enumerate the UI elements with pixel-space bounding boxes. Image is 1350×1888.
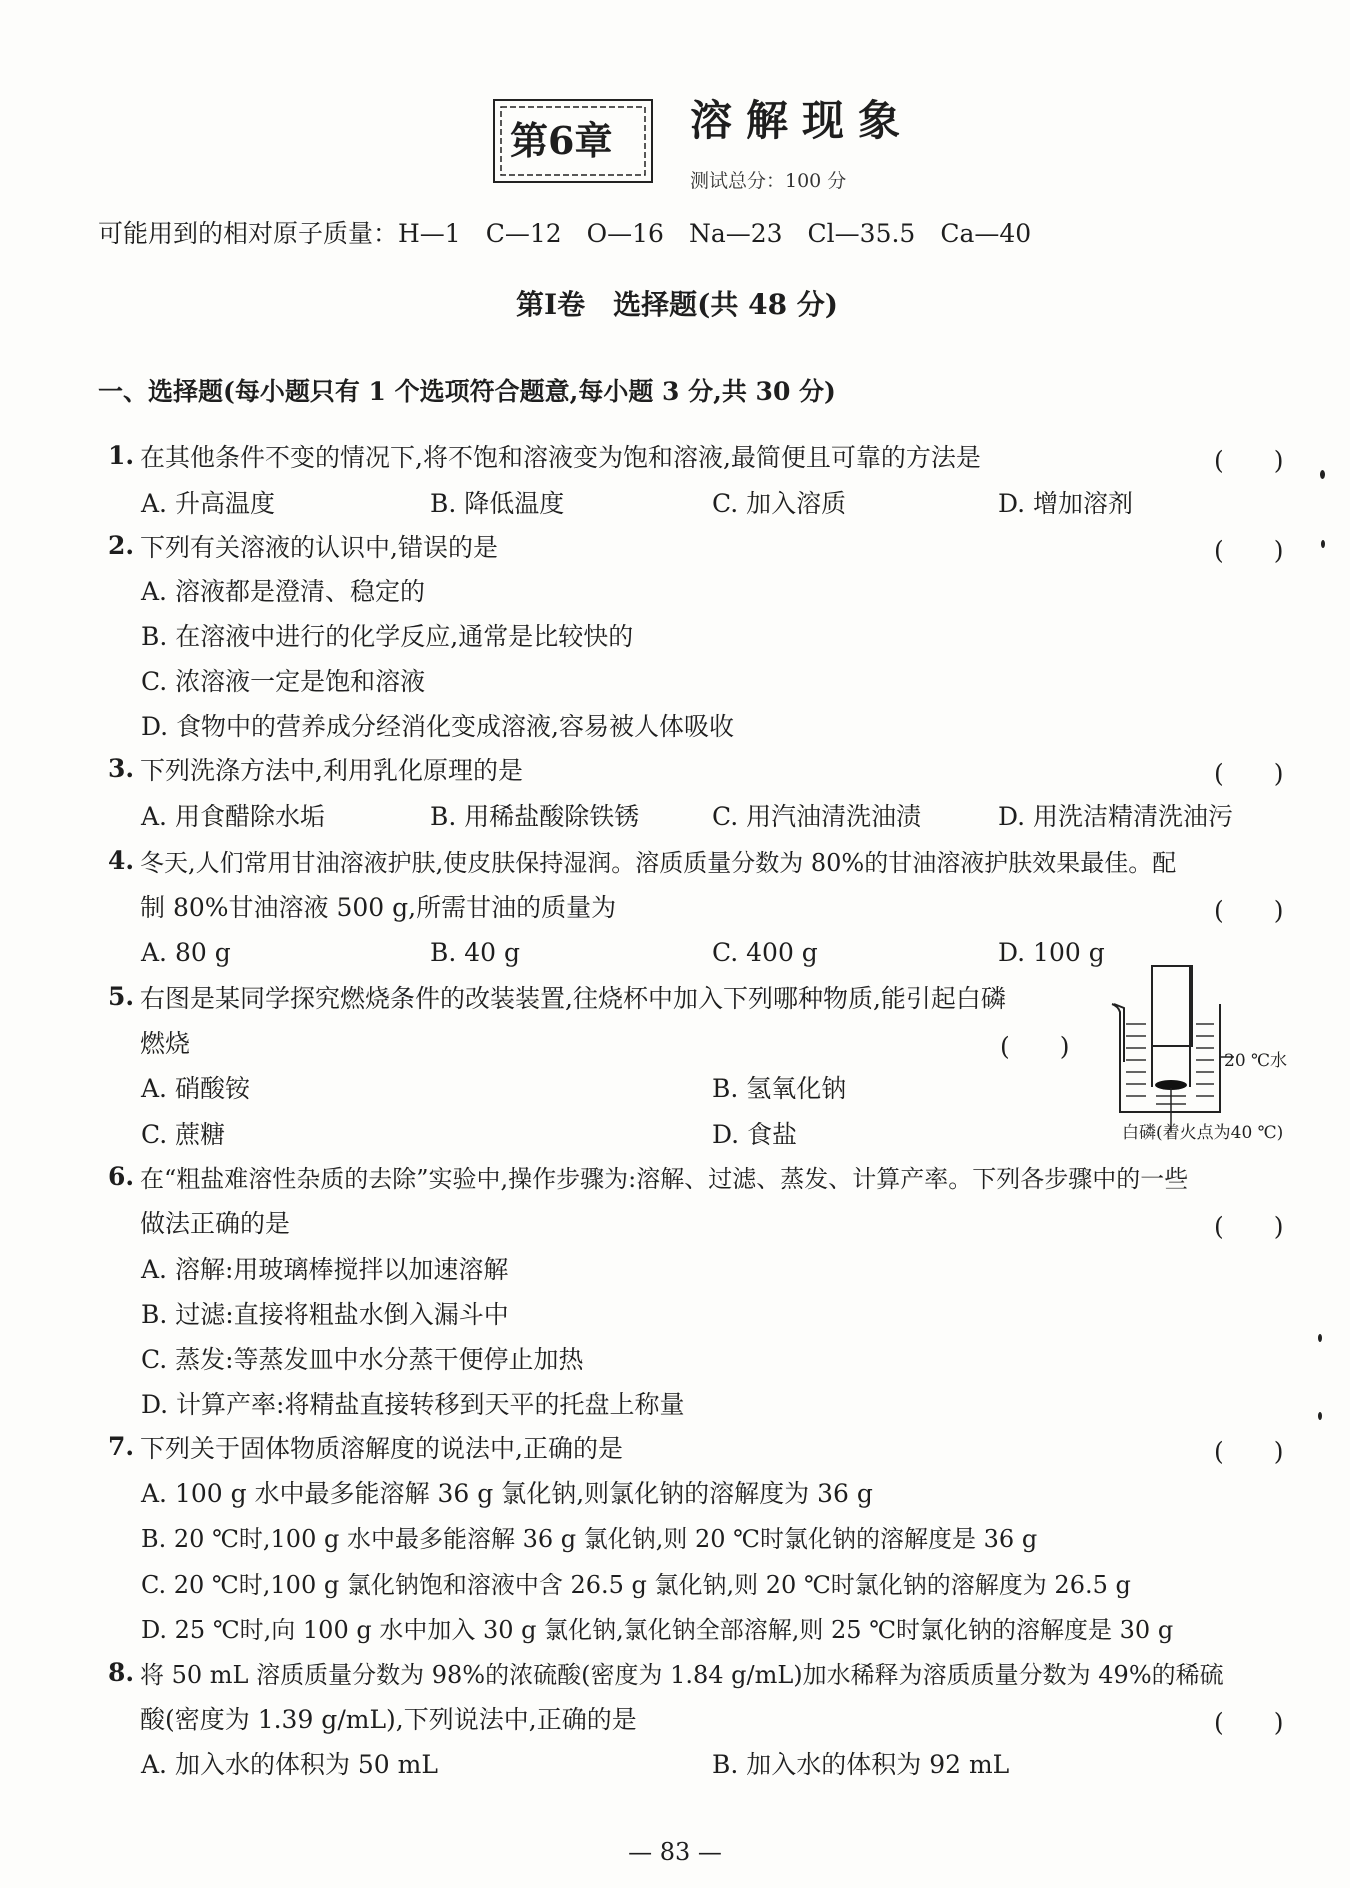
option-d: D. 增加溶剂: [998, 489, 1134, 518]
option-a: A. 用食醋除水垢: [141, 802, 325, 831]
answer-paren: ( ): [1214, 1437, 1284, 1466]
chapter-label: 第6章: [510, 118, 613, 163]
option-b: B. 过滤:直接将粗盐水倒入漏斗中: [141, 1300, 509, 1329]
option-d: D. 用洗洁精清洗油污: [998, 802, 1234, 831]
option-b: B. 降低温度: [430, 489, 565, 518]
question-stem: 下列洗涤方法中,利用乳化原理的是: [140, 756, 523, 785]
option-d: D. 食物中的营养成分经消化变成溶液,容易被人体吸收: [141, 712, 734, 741]
option-d: D. 计算产率:将精盐直接转移到天平的托盘上称量: [141, 1390, 685, 1419]
option-a: A. 溶液都是澄清、稳定的: [141, 577, 425, 606]
margin-speck: [1320, 470, 1325, 479]
question-stem: 冬天,人们常用甘油溶液护肤,使皮肤保持湿润。溶质质量分数为 80%的甘油溶液护肤效果最佳。配: [140, 849, 1177, 877]
water-label: 20 ℃水: [1224, 1051, 1288, 1071]
margin-speck: [1321, 540, 1325, 548]
option-a: A. 100 g 水中最多能溶解 36 g 氯化钠,则氯化钠的溶解度为 36 g: [141, 1479, 873, 1508]
option-c: C. 用汽油清洗油渍: [712, 802, 922, 831]
question-stem: 在“粗盐难溶性杂质的去除”实验中,操作步骤为:溶解、过滤、蒸发、计算产率。下列各步骤中的一些: [140, 1165, 1189, 1193]
option-c: C. 蒸发:等蒸发皿中水分蒸干便停止加热: [141, 1345, 584, 1374]
question-number: 5.: [108, 982, 135, 1011]
option-b: B. 用稀盐酸除铁锈: [430, 802, 640, 831]
option-c: C. 浓溶液一定是饱和溶液: [141, 667, 426, 696]
margin-speck: [1318, 1334, 1322, 1342]
question-stem-cont: 酸(密度为 1.39 g/mL),下列说法中,正确的是: [140, 1705, 637, 1734]
option-a: A. 硝酸铵: [141, 1074, 250, 1103]
option-c: C. 加入溶质: [712, 489, 847, 518]
option-c: C. 400 g: [712, 938, 818, 967]
answer-paren: ( ): [1214, 536, 1284, 565]
volume-title: 第Ⅰ卷 选择题(共 48 分): [516, 288, 839, 321]
question-stem-cont: 做法正确的是: [140, 1209, 291, 1238]
option-d: D. 100 g: [998, 938, 1105, 967]
answer-paren: ( ): [1214, 896, 1284, 925]
question-stem: 将 50 mL 溶质质量分数为 98%的浓硫酸(密度为 1.84 g/mL)加水稀释为溶质质量分数为 49%的稀硫: [140, 1661, 1224, 1689]
option-b: B. 20 ℃时,100 g 水中最多能溶解 36 g 氯化钠,则 20 ℃时氯化钠的溶解度是 36 g: [141, 1525, 1038, 1553]
option-c: C. 20 ℃时,100 g 氯化钠饱和溶液中含 26.5 g 氯化钠,则 20 ℃时氯化钠的溶解度为 26.5 g: [141, 1571, 1131, 1599]
question-stem: 下列关于固体物质溶解度的说法中,正确的是: [140, 1434, 623, 1463]
page-number: — 83 —: [628, 1838, 722, 1866]
option-a: A. 溶解:用玻璃棒搅拌以加速溶解: [141, 1255, 509, 1284]
option-b: B. 加入水的体积为 92 mL: [712, 1750, 1010, 1779]
option-b: B. 氢氧化钠: [712, 1074, 847, 1103]
question-stem-cont: 制 80%甘油溶液 500 g,所需甘油的质量为: [140, 893, 617, 922]
option-d: D. 食盐: [712, 1120, 798, 1149]
question-number: 6.: [108, 1162, 135, 1191]
section-title: 一、选择题(每小题只有 1 个选项符合题意,每小题 3 分,共 30 分): [98, 377, 836, 406]
option-c: C. 蔗糖: [141, 1120, 226, 1149]
option-a: A. 加入水的体积为 50 mL: [141, 1750, 438, 1779]
answer-paren: ( ): [1214, 446, 1284, 475]
answer-paren: ( ): [1000, 1032, 1070, 1061]
question-number: 2.: [108, 531, 135, 560]
question-stem: 在其他条件不变的情况下,将不饱和溶液变为饱和溶液,最简便且可靠的方法是: [140, 443, 981, 472]
option-a: A. 80 g: [141, 938, 231, 967]
question-number: 4.: [108, 846, 135, 875]
margin-speck: [1318, 1412, 1322, 1420]
answer-paren: ( ): [1214, 1212, 1284, 1241]
option-a: A. 升高温度: [141, 489, 275, 518]
question-number: 3.: [108, 754, 135, 783]
phosphorus-label: 白磷(着火点为40 ℃): [1122, 1123, 1284, 1143]
option-b: B. 40 g: [430, 938, 521, 967]
answer-paren: ( ): [1214, 1708, 1284, 1737]
question-stem-cont: 燃烧: [140, 1029, 191, 1058]
page-title: 溶解现象: [690, 96, 915, 145]
question-number: 1.: [108, 441, 135, 470]
question-stem: 下列有关溶液的认识中,错误的是: [140, 533, 498, 562]
atomic-masses: 可能用到的相对原子质量：H—1 C—12 O—16 Na—23 Cl—35.5 Ca—40: [98, 219, 1032, 248]
option-b: B. 在溶液中进行的化学反应,通常是比较快的: [141, 622, 634, 651]
question-number: 7.: [108, 1432, 135, 1461]
question-number: 8.: [108, 1658, 135, 1687]
option-d: D. 25 ℃时,向 100 g 水中加入 30 g 氯化钠,氯化钠全部溶解,则 25 ℃时氯化钠的溶解度是 30 g: [141, 1616, 1174, 1644]
total-score: 测试总分：100 分: [690, 170, 847, 192]
question-stem: 右图是某同学探究燃烧条件的改装装置,往烧杯中加入下列哪种物质,能引起白磷: [140, 984, 1006, 1013]
answer-paren: ( ): [1214, 759, 1284, 788]
